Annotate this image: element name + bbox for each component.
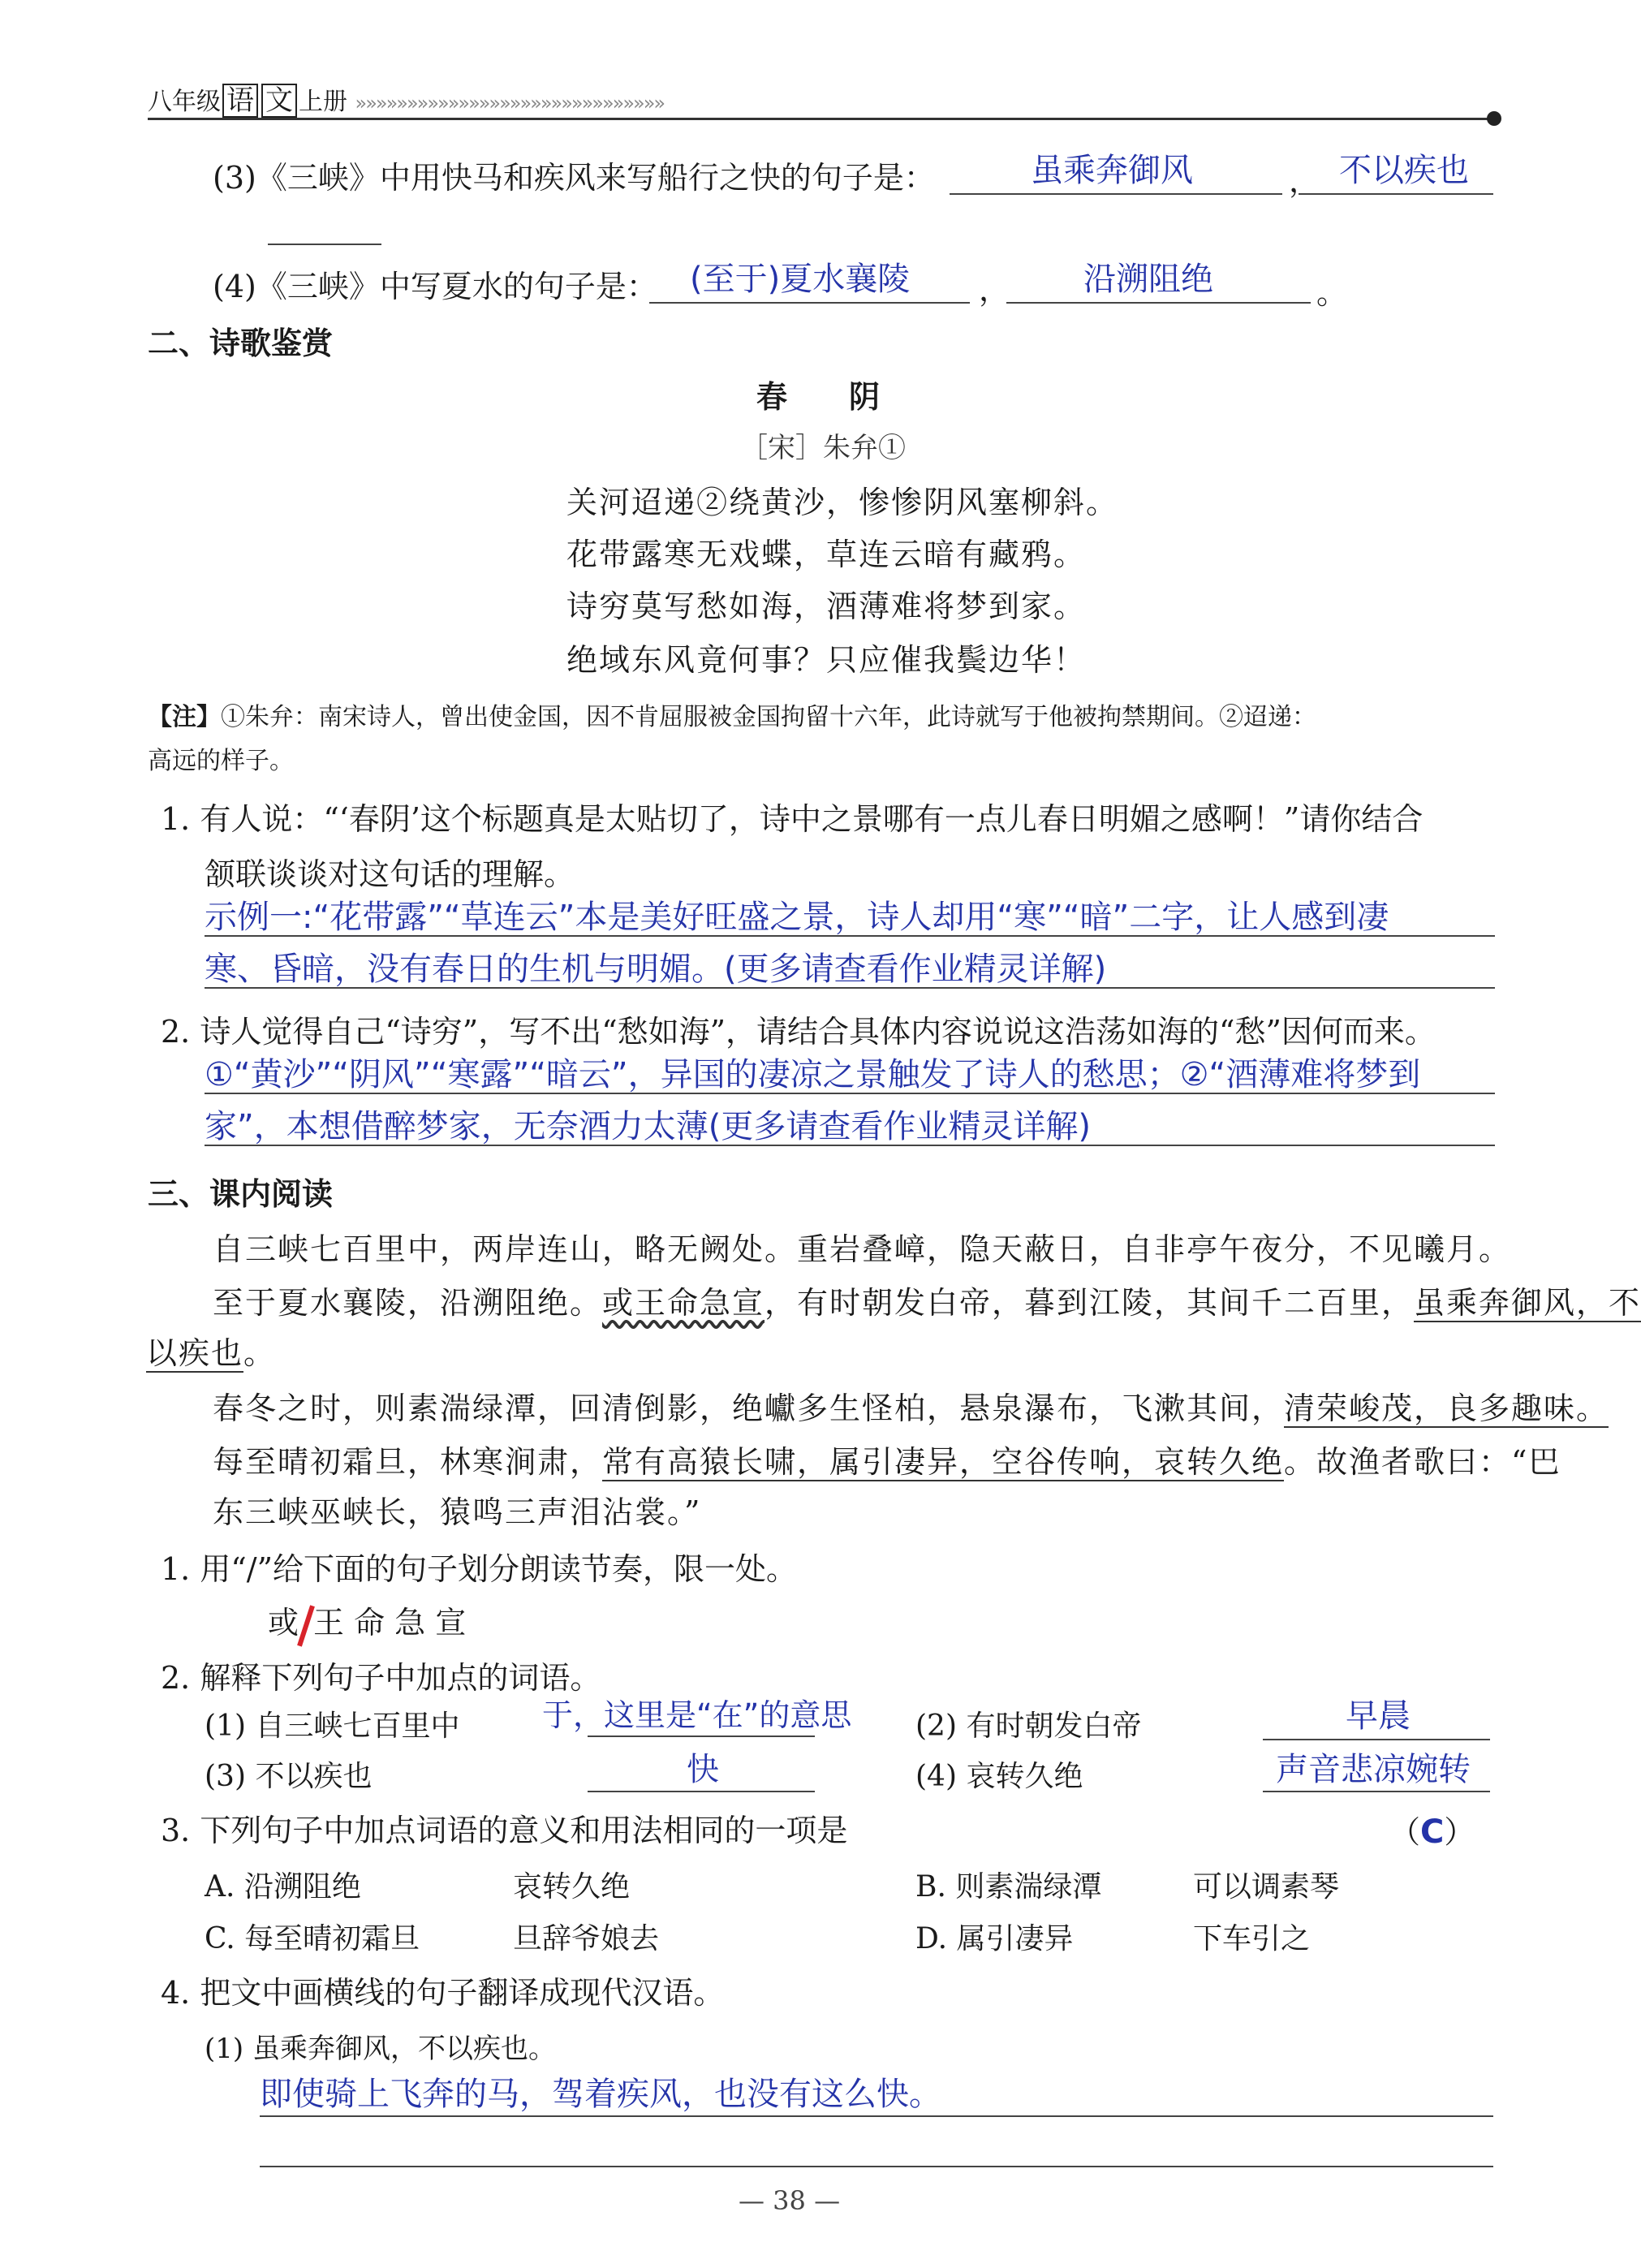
r2-blank-3 <box>588 1791 815 1792</box>
poem-line-2: 花带露寒无戏蝶，草连云暗有藏鸦。 <box>566 537 1087 572</box>
poem-line-1: 关河迢递②绕黄沙，惨惨阴风塞柳斜。 <box>566 485 1119 520</box>
poem-q2-answer-line-2: 家”，本想借醉梦家，无奈酒力太薄(更多请查看作业精灵详解) <box>205 1108 1091 1145</box>
poem-q1-answer-line-2: 寒、昏暗，没有春日的生机与明媚。(更多请查看作业精灵详解) <box>205 951 1107 988</box>
option-a-2: 哀转久绝 <box>513 1870 631 1904</box>
section-3-heading: 三、课内阅读 <box>148 1176 334 1212</box>
answer-rule <box>205 1145 1495 1146</box>
sentence-part: 王 命 急 宣 <box>313 1605 467 1641</box>
underlined-phrase: 清荣峻茂，良多趣味。 <box>1284 1391 1609 1426</box>
option-d-2: 下车引之 <box>1193 1922 1311 1955</box>
underlined-phrase: 常有高猿长啸，属引凄异，空谷传响，哀转久绝 <box>602 1444 1285 1480</box>
sentence-part: 或 <box>268 1605 299 1641</box>
poem-q1-answer-line-1: 示例一:“花带露”“草连云”本是美好旺盛之景，诗人却用“寒”“暗”二字，让人感到凄 <box>205 899 1389 936</box>
r3-answer-paren <box>1389 1807 1475 1852</box>
poem-q2-line-1: 2. 诗人觉得自己“诗穷”，写不出“愁如海”，请结合具体内容说说这浩荡如海的“愁”因何而来。 <box>161 1014 1436 1050</box>
q3-comma: ， <box>1289 163 1320 199</box>
passage-text: 。故渔者歌曰：“巴 <box>1284 1444 1561 1480</box>
passage-text: 春冬之时，则素湍绿潭，回清倒影，绝巘多生怪柏，悬泉瀑布，飞漱其间， <box>213 1391 1285 1426</box>
option-a-1: A. 沿溯阻绝 <box>205 1870 361 1904</box>
r2-answer-3: 快 <box>687 1751 719 1788</box>
subject-box-2: 文 <box>261 84 297 118</box>
reading-q4: 4. 把文中画横线的句子翻译成现代汉语。 <box>161 1975 725 2011</box>
q3-continuation-line <box>268 244 381 245</box>
header-rule <box>148 118 1495 120</box>
underlined-sentence-1: 虽乘奔御风，不 <box>1414 1285 1641 1321</box>
r2-item-4: (4) 哀转久绝 <box>915 1760 1083 1793</box>
header-arrows: »»»»»»»»»»»»»»»»»»»»»»»»»»»»»» <box>355 92 665 114</box>
r2-item-2: (2) 有时朝发白帝 <box>915 1710 1142 1743</box>
option-c-1: C. 每至晴初霜旦 <box>205 1922 420 1955</box>
underlined-sentence-1-end: 以疾也 <box>146 1335 244 1371</box>
option-d-1: D. 属引凄异 <box>915 1922 1074 1955</box>
answer-rule <box>205 1093 1495 1094</box>
passage-text: 至于夏水襄陵，沿溯阻绝。 <box>213 1285 603 1321</box>
wavy-underlined-phrase: 或王命急宣 <box>602 1285 765 1321</box>
answer-rule <box>205 935 1495 937</box>
passage-text: 。 <box>243 1335 277 1371</box>
section-2-heading: 二、诗歌鉴赏 <box>148 326 334 361</box>
r4-item-1: (1) 虽乘奔御风，不以疾也。 <box>205 2033 556 2065</box>
r2-answer-1: 于，这里是“在”的意思 <box>542 1697 852 1733</box>
note-line-1: ①朱弁：南宋诗人，曾出使金国，因不肯屈服被金国拘留十六年，此诗就写于他被拘禁期间。②迢递： <box>221 703 1316 731</box>
reading-q1: 1. 用“/”给下面的句子划分朗读节奏，限一处。 <box>161 1551 797 1587</box>
note-line-2: 高远的样子。 <box>148 747 294 775</box>
header-rule-dot <box>1487 111 1501 126</box>
question-4-text: (4)《三峡》中写夏水的句子是： <box>213 269 657 304</box>
poem-author: ［宋］朱弁① <box>740 432 906 464</box>
paren: （ <box>1389 1814 1421 1850</box>
poem-q1-line-2: 颔联谈谈对这句话的理解。 <box>205 856 575 892</box>
answer-rule <box>260 2166 1493 2167</box>
passage-paragraph-1: 自三峡七百里中，两岸连山，略无阙处。重岩叠嶂，隐天蔽日，自非亭午夜分，不见曦月。 <box>213 1231 1512 1267</box>
r2-blank-4 <box>1263 1791 1490 1792</box>
passage-paragraph-2 <box>213 1278 1641 1322</box>
poem-line-3: 诗穷莫写愁如海，酒薄难将梦到家。 <box>566 589 1087 624</box>
poem-q2-answer-line-1: ①“黄沙”“阴风”“寒露”“暗云”，异国的凄凉之景触发了诗人的愁思；②“酒薄难将梦到 <box>205 1056 1421 1093</box>
q3-answer-1: 虽乘奔御风 <box>1031 152 1193 189</box>
r2-item-3: (3) 不以疾也 <box>205 1760 373 1793</box>
q4-period: 。 <box>1316 275 1348 311</box>
q3-blank-1 <box>950 193 1282 195</box>
rhythm-slash-mark <box>297 1605 315 1646</box>
r2-blank-1 <box>588 1735 815 1737</box>
volume-label: 上册 <box>299 88 347 116</box>
question-3 <box>213 153 935 197</box>
poem-note <box>148 696 1316 732</box>
r2-answer-4: 声音悲凉婉转 <box>1276 1751 1471 1788</box>
poem-q1-line-1: 1. 有人说：“‘春阴’这个标题真是太贴切了，诗中之景哪有一点儿春日明媚之感啊！”请你结合 <box>161 801 1423 837</box>
subject-box-1: 语 <box>222 84 258 118</box>
grade-label: 八年级 <box>148 88 221 116</box>
r4-answer-1: 即使骑上飞奔的马，驾着疾风，也没有这么快。 <box>260 2076 941 2113</box>
q4-comma: ， <box>979 272 1010 308</box>
option-b-1: B. 则素湍绿潭 <box>915 1870 1102 1904</box>
passage-paragraph-4-cont: 东三峡巫峡长，猿鸣三声泪沾裳。” <box>213 1494 702 1530</box>
option-c-2: 旦辞爷娘去 <box>513 1922 660 1955</box>
q3-answer-2: 不以疾也 <box>1339 152 1469 189</box>
reading-q1-sentence <box>268 1598 466 1647</box>
page-number: — 38 — <box>739 2185 841 2216</box>
passage-paragraph-2-cont <box>146 1328 276 1373</box>
passage-paragraph-4 <box>213 1437 1561 1481</box>
page-header <box>148 81 664 118</box>
passage-paragraph-3 <box>213 1383 1609 1428</box>
reading-q2: 2. 解释下列句子中加点的词语。 <box>161 1660 601 1696</box>
q4-answer-1: (至于)夏水襄陵 <box>690 261 911 298</box>
r2-answer-2: 早晨 <box>1346 1697 1411 1735</box>
answer-rule <box>205 987 1495 989</box>
poem-line-4: 绝域东风竟何事？只应催我鬓边华！ <box>566 642 1087 678</box>
poem-title: 春 阴 <box>756 379 881 415</box>
r3-answer: C <box>1420 1813 1445 1851</box>
r2-item-1: (1) 自三峡七百里中 <box>205 1710 460 1743</box>
q4-blank-2 <box>1006 302 1311 304</box>
question-3-text: (3)《三峡》中用快马和疾风来写船行之快的句子是： <box>213 160 935 196</box>
paren: ） <box>1444 1814 1475 1850</box>
q3-blank-2 <box>1299 193 1493 195</box>
option-b-2: 可以调素琴 <box>1193 1870 1340 1904</box>
q4-answer-2: 沿溯阻绝 <box>1083 261 1213 298</box>
r2-blank-2 <box>1263 1739 1490 1740</box>
passage-text: ，有时朝发白帝，暮到江陵，其间千二百里， <box>765 1285 1415 1321</box>
reading-q3: 3. 下列句子中加点词语的意义和用法相同的一项是 <box>161 1813 848 1848</box>
q4-blank-1 <box>649 302 970 304</box>
note-label: 【注】 <box>148 703 221 731</box>
answer-rule <box>260 2115 1493 2117</box>
passage-text: 每至晴初霜旦，林寒涧肃， <box>213 1444 603 1480</box>
